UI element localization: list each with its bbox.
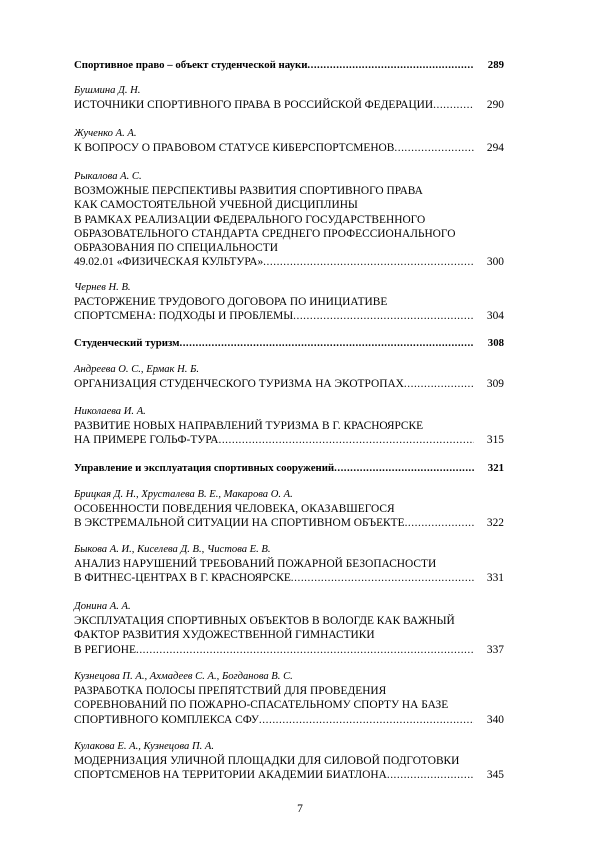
dot-leader	[334, 461, 474, 475]
toc-entry[interactable]	[74, 281, 504, 324]
entry-title-line: СПОРТСМЕНОВ НА ТЕРРИТОРИИ АКАДЕМИИ БИАТЛОНА	[74, 769, 387, 782]
dot-leader	[405, 516, 474, 530]
entry-title-line: ЭКСПЛУАТАЦИЯ СПОРТИВНЫХ ОБЪЕКТОВ В ВОЛОГДЕ КАК ВАЖНЫЙ	[74, 615, 455, 627]
dot-leader	[394, 141, 474, 155]
toc-entry[interactable]	[74, 170, 504, 270]
toc-section-student-tourism[interactable]	[74, 336, 504, 350]
entry-page: 340	[486, 713, 504, 726]
toc-entry[interactable]	[74, 740, 504, 783]
entry-title-line: ОСОБЕННОСТИ ПОВЕДЕНИЯ ЧЕЛОВЕКА, ОКАЗАВШЕГОСЯ	[74, 503, 395, 515]
entry-title-line: НА ПРИМЕРЕ ГОЛЬФ-ТУРА	[74, 434, 219, 447]
entry-page: 304	[486, 310, 504, 323]
entry-title-line: АНАЛИЗ НАРУШЕНИЙ ТРЕБОВАНИЙ ПОЖАРНОЙ БЕЗОПАСНОСТИ	[74, 558, 437, 570]
entry-title-line: РАЗРАБОТКА ПОЛОСЫ ПРЕПЯТСТВИЙ ДЛЯ ПРОВЕДЕНИЯ	[74, 685, 387, 697]
entry-authors: Кулакова Е. А., Кузнецова П. А.	[74, 741, 215, 752]
entry-authors: Быкова А. И., Киселева Д. В., Чистова Е. В.	[74, 544, 271, 555]
toc-entry[interactable]	[74, 405, 504, 448]
dot-leader	[218, 433, 474, 447]
entry-title-line: ОБРАЗОВАТЕЛЬНОГО СТАНДАРТА СРЕДНЕГО ПРОФЕССИОНАЛЬНОГО	[74, 227, 456, 240]
entry-authors: Андреева О. С., Ермак Н. Б.	[74, 364, 199, 375]
toc-entry[interactable]	[74, 488, 504, 531]
entry-page: 337	[486, 643, 504, 656]
toc-entry[interactable]	[74, 543, 504, 586]
entry-title-line: ФАКТОР РАЗВИТИЯ ХУДОЖЕСТВЕННОЙ ГИМНАСТИКИ	[74, 629, 375, 642]
entry-page: 300	[486, 256, 504, 269]
entry-title-line: 49.02.01 «ФИЗИЧЕСКАЯ КУЛЬТУРА»	[74, 256, 264, 269]
entry-authors: Чернев Н. В.	[74, 282, 131, 293]
dot-leader	[293, 309, 474, 323]
entry-title-line: К ВОПРОСУ О ПРАВОВОМ СТАТУСЕ КИБЕРСПОРТСМЕНОВ	[74, 142, 395, 154]
toc-entry[interactable]	[74, 600, 504, 657]
toc-entry[interactable]	[74, 363, 504, 391]
section-title: Спортивное право – объект студенческой науки	[74, 59, 308, 71]
toc-section-sports-facilities[interactable]	[74, 461, 504, 475]
toc-entry[interactable]	[74, 127, 504, 155]
entry-authors: Донина А. А.	[74, 601, 131, 612]
entry-title-line: МОДЕРНИЗАЦИЯ УЛИЧНОЙ ПЛОЩАДКИ ДЛЯ СИЛОВОЙ ПОДГОТОВКИ	[74, 755, 460, 767]
dot-leader	[433, 98, 474, 112]
entry-title-line: КАК САМОСТОЯТЕЛЬНОЙ УЧЕБНОЙ ДИСЦИПЛИНЫ	[74, 199, 358, 212]
entry-title-line: В ЭКСТРЕМАЛЬНОЙ СИТУАЦИИ НА СПОРТИВНОМ ОБЪЕКТЕ	[74, 517, 405, 530]
entry-title-line: РАСТОРЖЕНИЕ ТРУДОВОГО ДОГОВОРА ПО ИНИЦИАТИВЕ	[74, 296, 388, 308]
entry-authors: Бушмина Д. Н.	[74, 85, 141, 96]
page-number: 7	[297, 803, 303, 815]
entry-page: 322	[486, 517, 504, 530]
entry-page: 294	[486, 142, 504, 154]
toc-section-sports-law[interactable]	[74, 58, 504, 72]
dot-leader	[307, 58, 474, 72]
entry-page: 290	[486, 99, 504, 111]
entry-page: 331	[486, 572, 504, 585]
dot-leader	[136, 643, 474, 657]
section-page: 289	[487, 59, 504, 71]
entry-title-line: В ФИТНЕС-ЦЕНТРАХ В Г. КРАСНОЯРСКЕ	[74, 572, 291, 585]
toc-entry[interactable]	[74, 670, 504, 727]
dot-leader	[291, 571, 474, 585]
entry-authors: Рыкалова А. С.	[74, 171, 142, 182]
entry-authors: Кузнецова П. А., Ахмадеев С. А., Богданова В. С.	[74, 671, 293, 682]
dot-leader	[180, 336, 474, 350]
entry-title-line: ОРГАНИЗАЦИЯ СТУДЕНЧЕСКОГО ТУРИЗМА НА ЭКОТРОПАХ	[74, 378, 404, 390]
entry-page: 309	[486, 378, 504, 390]
section-title: Управление и эксплуатация спортивных сооружений	[74, 462, 335, 474]
entry-title-line: ИСТОЧНИКИ СПОРТИВНОГО ПРАВА В РОССИЙСКОЙ ФЕДЕРАЦИИ	[74, 99, 434, 111]
entry-authors: Брицкая Д. Н., Хрусталева В. Е., Макарова О. А.	[74, 489, 293, 500]
entry-title-line: СОРЕВНОВАНИЙ ПО ПОЖАРНО-СПАСАТЕЛЬНОМУ СПОРТУ НА БАЗЕ	[74, 699, 449, 712]
entry-title-line: СПОРТИВНОГО КОМПЛЕКСА СФУ	[74, 713, 259, 726]
entry-title-line: В РАМКАХ РЕАЛИЗАЦИИ ФЕДЕРАЛЬНОГО ГОСУДАРСТВЕННОГО	[74, 213, 426, 226]
dot-leader	[263, 255, 474, 269]
entry-authors: Николаева И. А.	[74, 406, 146, 417]
entry-page: 315	[486, 434, 504, 447]
section-title: Студенческий туризм	[74, 337, 180, 349]
entry-title-line: В РЕГИОНЕ	[74, 643, 136, 656]
dot-leader	[387, 768, 474, 782]
dot-leader	[404, 377, 474, 391]
toc-entry[interactable]	[74, 84, 504, 112]
section-page: 308	[487, 337, 504, 349]
entry-title-line: ВОЗМОЖНЫЕ ПЕРСПЕКТИВЫ РАЗВИТИЯ СПОРТИВНОГО ПРАВА	[74, 185, 423, 197]
entry-authors: Жученко А. А.	[74, 128, 137, 139]
dot-leader	[259, 713, 474, 727]
entry-title-line: ОБРАЗОВАНИЯ ПО СПЕЦИАЛЬНОСТИ	[74, 242, 278, 255]
section-page: 321	[487, 462, 504, 474]
entry-page: 345	[486, 769, 504, 782]
entry-title-line: РАЗВИТИЕ НОВЫХ НАПРАВЛЕНИЙ ТУРИЗМА В Г. КРАСНОЯРСКЕ	[74, 420, 424, 432]
entry-title-line: СПОРТСМЕНА: ПОДХОДЫ И ПРОБЛЕМЫ	[74, 310, 294, 323]
